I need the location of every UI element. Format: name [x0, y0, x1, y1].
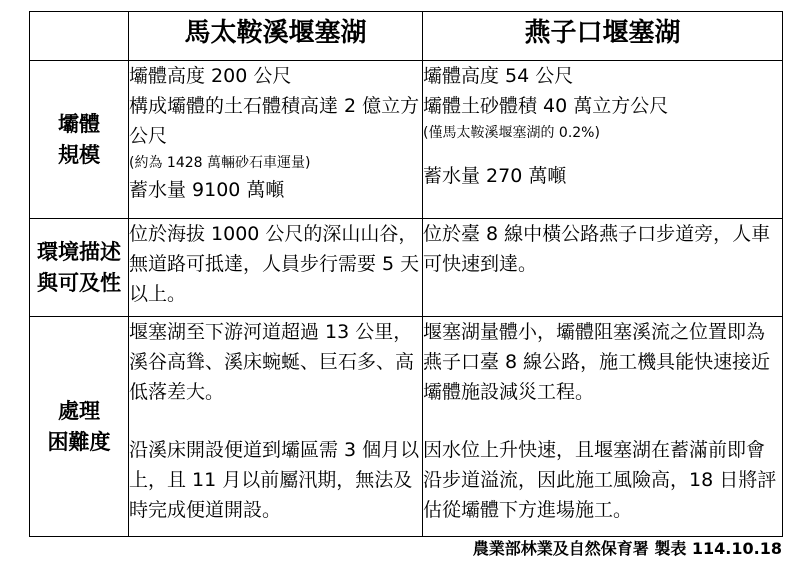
row-label-difficulty: 處理 困難度 — [30, 317, 129, 537]
mataian-difficulty-p1: 堰塞湖至下游河道超過 13 公里，溪谷高聳、溪床蜿蜒、巨石多、高低落差大。 — [129, 321, 415, 403]
yanzikou-dam-scale — [423, 61, 783, 219]
row-difficulty — [30, 317, 783, 537]
yanzikou-access: 位於臺 8 線中橫公路燕子口步道旁，人車可快速到達。 — [423, 219, 783, 317]
header-yanzikou: 燕子口堰塞湖 — [423, 12, 783, 61]
yanzikou-difficulty-p1: 堰塞湖量體小，壩體阻塞溪流之位置即為燕子口臺 8 線公路，施工機具能快速接近壩體施設減災工程。 — [423, 321, 771, 403]
yanzikou-difficulty — [423, 317, 783, 537]
yanzikou-water-volume: 蓄水量 270 萬噸 — [423, 165, 567, 187]
mataian-water-volume: 蓄水量 9100 萬噸 — [129, 179, 285, 201]
comparison-table — [29, 11, 783, 537]
mataian-access: 位於海拔 1000 公尺的深山山谷，無道路可抵達，人員步行需要 5 天以上。 — [129, 219, 423, 317]
mataian-dam-height: 壩體高度 200 公尺 — [129, 65, 292, 87]
mataian-dam-volume: 構成壩體的土石體積高達 2 億立方公尺 — [129, 95, 420, 147]
mataian-dam-scale — [129, 61, 423, 219]
mataian-difficulty-p2: 沿溪床開設便道到壩區需 3 個月以上，且 11 月以前屬汛期，無法及時完成便道開設。 — [129, 439, 420, 521]
row-dam-scale — [30, 61, 783, 219]
yanzikou-dam-volume: 壩體土砂體積 40 萬立方公尺 — [423, 95, 669, 117]
mataian-difficulty — [129, 317, 423, 537]
mataian-dam-note: (約為 1428 萬輛砂石車運量) — [129, 155, 311, 171]
yanzikou-dam-height: 壩體高度 54 公尺 — [423, 65, 574, 87]
row-label-dam-scale: 壩體 規模 — [30, 61, 129, 219]
header-mataian: 馬太鞍溪堰塞湖 — [129, 12, 423, 61]
row-label-access: 環境描述 與可及性 — [30, 219, 129, 317]
yanzikou-difficulty-p2: 因水位上升快速，且堰塞湖在蓄滿前即會沿步道溢流，因此施工風險高，18 日將評估從壩體下方進場施工。 — [423, 439, 777, 521]
source-footer: 農業部林業及自然保育署 製表 114.10.18 — [472, 539, 782, 558]
row-access — [30, 219, 783, 317]
header-row — [30, 12, 783, 61]
yanzikou-dam-note: (僅馬太鞍溪堰塞湖的 0.2%) — [423, 125, 600, 141]
corner-cell — [30, 12, 129, 61]
